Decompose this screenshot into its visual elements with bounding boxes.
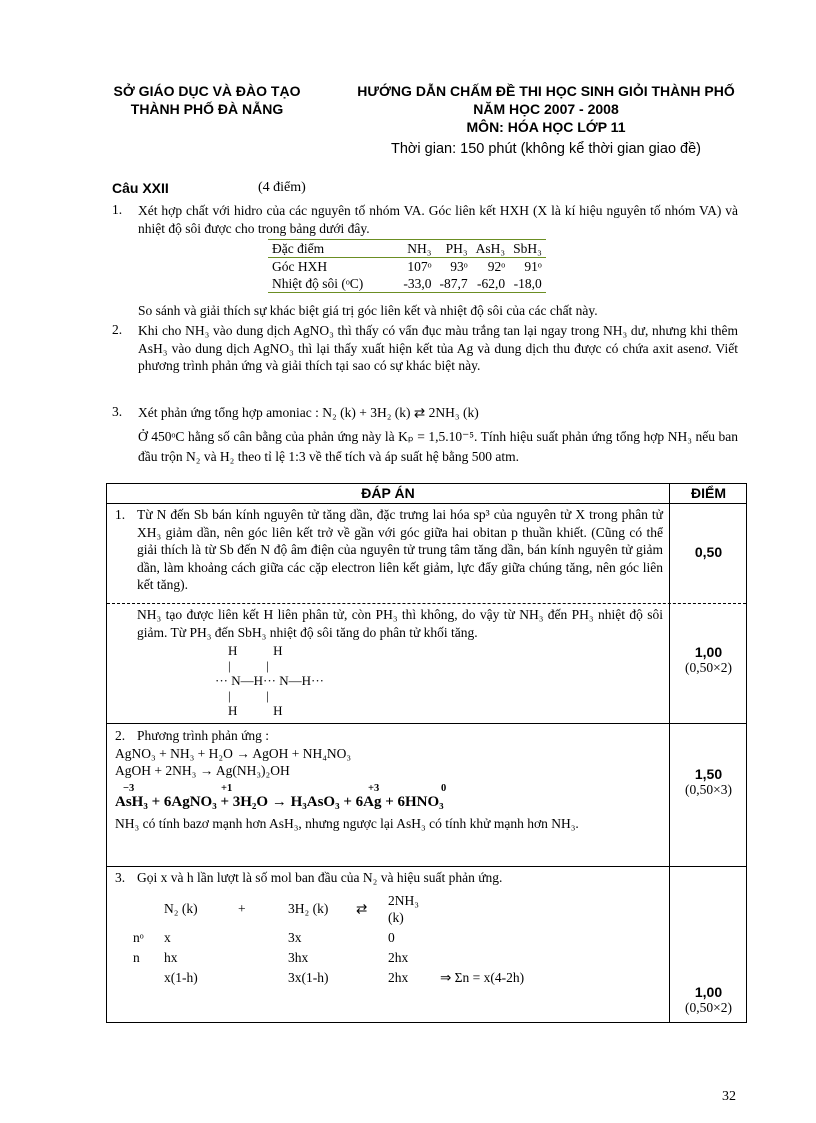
eq-cell: 0 (388, 929, 395, 945)
row-divider (107, 603, 746, 604)
eq-cell (439, 948, 525, 968)
eq-cell: n (133, 949, 140, 965)
eq-cell: 3x(1-h) (288, 969, 329, 985)
eq-cell (439, 891, 525, 928)
structure-line: | | (215, 688, 269, 703)
eq-cell: + (238, 901, 246, 917)
score-1a (670, 544, 747, 560)
issuer-line-1: SỞ GIÁO DỤC VÀ ĐÀO TẠO (113, 83, 301, 99)
table-cell: -62,0 (472, 275, 509, 293)
compare-text: So sánh và giải thích sự khác biệt giá trị góc liên kết và nhiệt độ sôi của các chất này. (138, 303, 598, 318)
table-cell: 93ᵒ (435, 258, 471, 276)
eq-cell (355, 928, 387, 948)
score-3-value: 1,00 (694, 984, 723, 1000)
eq-cell: 2NH₃ (k) (388, 892, 419, 925)
answer-3 (115, 869, 663, 988)
answer-2 (115, 727, 663, 833)
table-cell: -18,0 (509, 275, 546, 293)
eq-cell: ⇄ (356, 901, 368, 917)
score-1a-value: 0,50 (694, 544, 723, 560)
ox-state: −3 (123, 782, 135, 794)
eq-cell: 2hx (388, 969, 409, 985)
score-column-header: ĐIỂM (691, 485, 726, 501)
score-1b-value: 1,00 (694, 644, 723, 660)
table-header: Đặc điểm (268, 240, 367, 258)
table-cell: -33,0 (367, 275, 435, 293)
row-divider (107, 723, 746, 724)
eq-cell: x (164, 929, 171, 945)
answer-3-intro: Gọi x và h lần lượt là số mol ban đầu của N₂ và hiệu suất phản ứng. (137, 870, 503, 885)
answer-2-number: 2. (115, 728, 126, 743)
score-2-value: 1,50 (694, 766, 723, 782)
item-3-detail: Ở 450ᵒC hằng số cân bằng của phản ứng này là Kₚ = 1,5.10⁻⁵. Tính hiệu suất phản ứng tổng hợp NH₃ nếu ban đầu trộn N₂ và H₂ theo tỉ lệ 1:3 về thể tích và áp suất hệ bằng 500 atm. (138, 429, 738, 464)
score-3-detail: (0,50×2) (685, 1000, 732, 1015)
answer-2-conclusion: NH₃ có tính bazơ mạnh hơn AsH₃, nhưng ngược lại AsH₃ có tính khử mạnh hơn NH₃. (115, 816, 579, 831)
redox-equation: AsH₃ + 6AgNO₃ + 3H₂O → H₃AsO₃ + 6Ag + 6HNO₃ (115, 793, 444, 810)
answer-2-line: Phương trình phản ứng : (137, 728, 270, 743)
table-header: NH₃ (367, 240, 435, 258)
score-3 (670, 984, 747, 1016)
hydrogen-bond-structure (115, 643, 663, 718)
eq-cell: 3hx (288, 949, 309, 965)
structure-line: H H (215, 703, 283, 718)
eq-cell (355, 968, 387, 988)
table-cell: Góc HXH (268, 258, 367, 276)
eq-cell: ⇒ Σn = x(4-2h) (440, 969, 525, 985)
eq-cell (115, 968, 163, 988)
ox-state: +1 (221, 782, 233, 794)
issuer-block (92, 82, 322, 118)
eq-cell: N₂ (k) (164, 901, 198, 917)
eq-cell: 3x (288, 929, 302, 945)
answer-table (106, 483, 747, 1023)
structure-line: | | (215, 658, 269, 673)
exam-title-block (326, 82, 766, 136)
answer-1a (115, 506, 663, 594)
structure-line: ··· N—H··· N—H··· (215, 673, 325, 688)
eq-cell: x(1-h) (164, 969, 198, 985)
score-1b-detail: (0,50×2) (685, 660, 732, 675)
answer-2-line: AgOH + 2NH₃ → Ag(NH₃)₂OH (115, 763, 290, 778)
exam-time: Thời gian: 150 phút (không kể thời gian giao đề) (390, 141, 702, 157)
question-title: Câu XXII (112, 180, 169, 196)
answer-1b-text: NH₃ tạo được liên kết H liên phân tử, còn PH₃ thì không, do vậy từ NH₃ đến PH₃ nhiệt độ sôi giảm. Từ PH₃ đến SbH₃ nhiệt độ sôi tăng do phân tử khối tăng. (137, 607, 663, 640)
eq-cell: 2hx (388, 949, 409, 965)
table-header: SbH₃ (509, 240, 546, 258)
ox-state: 0 (441, 782, 447, 794)
answer-2-line: AgNO₃ + NH₃ + H₂O → AgOH + NH₄NO₃ (115, 745, 352, 761)
table-cell: 92ᵒ (472, 258, 509, 276)
item-3-number: 3. (112, 404, 123, 419)
answer-1-number: 1. (115, 507, 126, 522)
exam-title-line-1: HƯỚNG DẪN CHẤM ĐỀ THI HỌC SINH GIỎI THÀNH PHỐ (357, 83, 735, 99)
table-header: PH₃ (435, 240, 471, 258)
equilibrium-table (115, 891, 525, 988)
score-1b (670, 644, 747, 676)
oxidation-states (115, 780, 663, 794)
exam-subject: MÔN: HÓA HỌC LỚP 11 (466, 119, 626, 135)
row-divider (107, 866, 746, 867)
score-2 (670, 766, 747, 798)
item-2-number: 2. (112, 322, 123, 337)
page-number: 32 (722, 1089, 736, 1104)
eq-cell (237, 948, 287, 968)
item-1-number: 1. (112, 202, 123, 217)
eq-cell (115, 891, 163, 928)
table-cell: 91ᵒ (509, 258, 546, 276)
item-2-text: Khi cho NH₃ vào dung dịch AgNO₃ thì thấy có vẩn đục màu trắng tan lại ngay trong NH₃ dư, nhưng khi thêm AsH₃ vào dung dịch AgNO₃ thì lại thấy xuất hiện kết tủa Ag và dung dịch thu được có chứa axit asenơ. Viết phương trình phản ứng và giải thích tại sao có sự khác biệt này. (138, 323, 738, 373)
structure-line: H H (215, 643, 283, 658)
eq-cell: hx (164, 949, 178, 965)
eq-cell: nᵒ (133, 929, 144, 945)
eq-cell (355, 948, 387, 968)
table-header: AsH₃ (472, 240, 509, 258)
header-divider (107, 503, 746, 504)
score-2-detail: (0,50×3) (685, 782, 732, 797)
question-points: (4 điểm) (258, 180, 306, 195)
ox-state: +3 (368, 782, 380, 794)
eq-cell (237, 928, 287, 948)
eq-cell (237, 968, 287, 988)
answer-1a-text: Từ N đến Sb bán kính nguyên tử tăng dần, đặc trưng lai hóa sp³ của nguyên tử X trong phân tử XH₃ giảm dần, nên góc liên kết trở về gần với góc giữa hai obitan p thuần khiết. (Cũng có thể giải thích là từ Sb đến N độ âm điện của nguyên tử trung tâm tăng dần, bán kính nguyên tử giảm dần, làm khoảng cách giữa các cặp electron liên kết giảm, lực đẩy giữa chúng tăng, nên góc liên kết tăng). (137, 507, 663, 592)
property-table (268, 239, 546, 293)
eq-cell (439, 928, 525, 948)
table-cell: Nhiệt độ sôi (ᵒC) (268, 275, 367, 293)
table-cell: -87,7 (435, 275, 471, 293)
answer-3-number: 3. (115, 870, 126, 885)
item-1-text: Xét hợp chất với hidro của các nguyên tố nhóm VA. Góc liên kết HXH (X là kí hiệu nguyên tố nhóm VA) và nhiệt độ sôi được cho trong bảng dưới đây. (138, 203, 738, 236)
table-cell: 107ᵒ (367, 258, 435, 276)
item-3-text: Xét phản ứng tổng hợp amoniac : N₂ (k) + 3H₂ (k) ⇄ 2NH₃ (k) (138, 405, 479, 420)
eq-cell: 3H₂ (k) (288, 901, 329, 917)
answer-column-header: ĐÁP ÁN (361, 485, 415, 501)
issuer-line-2: THÀNH PHỐ ĐÀ NẴNG (130, 101, 284, 117)
exam-title-line-2: NĂM HỌC 2007 - 2008 (473, 101, 619, 117)
answer-1b (115, 606, 663, 718)
column-divider (669, 484, 670, 1022)
